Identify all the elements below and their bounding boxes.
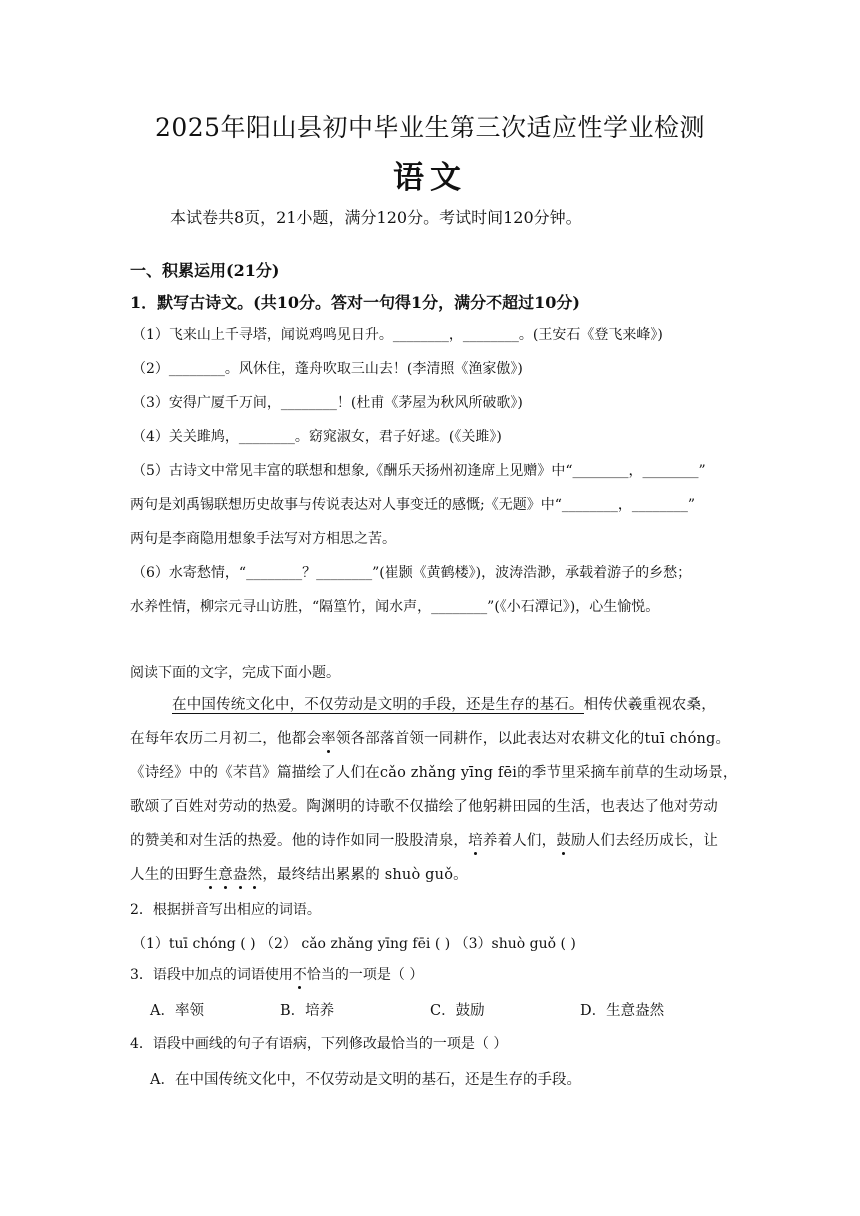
question-3-stem [130,964,423,984]
passage-line-3: 《诗经》中的《芣苢》篇描绘了人们在cǎo zhǎng yīng fēi的季节里采摘车前草的生动场景， [130,765,738,781]
q3-option-a: A．率领 [150,1003,204,1019]
dotted-char: 生 [203,867,219,883]
exam-title: 2025年阳山县初中毕业生第三次适应性学业检测 [154,113,706,142]
dotted-char: 率 [321,731,336,747]
passage-text: ，最终结出累累的 shuò guǒ。 [262,867,468,883]
dotted-char: 不 [292,967,307,983]
q3-option-d: D．生意盎然 [580,1003,665,1019]
passage-text: 领各部落首领一同耕作，以此表达对农耕文化的tuī chóng。 [335,731,731,747]
passage-text: 养着人们， [482,833,557,849]
question-2-stem: 2．根据拼音写出相应的词语。 [130,902,321,918]
passage-line-6 [130,863,468,884]
q4-option-a: A．在中国传统文化中，不仅劳动是文明的基石，还是生存的手段。 [150,1072,581,1088]
passage-text: 的赞美和对生活的热爱。他的诗作如同一股股清泉， [130,833,469,849]
dotted-char: 然 [247,867,263,883]
passage-text: 相传伏羲重视农桑， [583,697,716,713]
passage-line-2 [130,727,730,748]
q1-line-5c: 两句是李商隐用想象手法写对方相思之苦。 [130,531,396,547]
q1-line-2: （2）________。风休住，蓬舟吹取三山去！(李清照《渔家傲》) [132,361,523,377]
question-1-stem: 1．默写古诗文。(共10分。答对一句得1分，满分不超过10分) [130,293,580,312]
q1-line-6b: 水养性情，柳宗元寻山访胜，“隔篁竹，闻水声，________”(《小石潭记》)，心生愉悦。 [130,599,660,615]
dotted-char: 鼓 [556,833,572,849]
q1-line-3: （3）安得广厦千万间，________！(杜甫《茅屋为秋风所破歌》) [132,395,523,411]
q3-text: 3．语段中加点的词语使用 [130,967,293,983]
reading-intro: 阅读下面的文字，完成下面小题。 [130,665,340,681]
dotted-char: 培 [468,833,483,849]
q1-line-5b: 两句是刘禹锡联想历史故事与传说表达对人事变迁的感慨;《无题》中“________，________” [130,497,696,513]
section-heading: 一、积累运用(21分) [130,261,280,280]
passage-text: 励人们去经历成长，让 [571,833,719,849]
q1-line-5a: （5）古诗文中常见丰富的联想和想象,《酬乐天扬州初逢席上见赠》中“________，________” [132,463,706,479]
q3-text: 恰当的一项是（ ） [306,967,424,983]
q3-option-c: C．鼓励 [430,1003,485,1019]
q1-line-4: （4）关关雎鸠，________。窈窕淑女，君子好逑。(《关雎》) [132,429,502,445]
question-2-items: （1）tuī chóng ( ) （2） cǎo zhǎng yīng fēi ( ) （3）shuò guǒ ( ) [132,936,576,952]
passage-line-4: 歌颂了百姓对劳动的热爱。陶渊明的诗歌不仅描绘了他躬耕田园的生活，也表达了他对劳动 [130,799,718,815]
q1-line-6a: （6）水寄愁情，“________？________”(崔颢《黄鹤楼》)，波涛浩渺，承载着游子的乡愁； [132,565,692,581]
exam-intro: 本试卷共8页，21小题，满分120分。考试时间120分钟。 [170,208,582,227]
passage-text: 人生的田野 [130,867,204,883]
underlined-sentence: 在中国传统文化中，不仅劳动是文明的手段，还是生存的基石。 [172,697,584,713]
passage-line-5 [130,829,718,850]
question-4-stem: 4．语段中画线的句子有语病，下列修改最恰当的一项是（ ） [130,1036,508,1052]
passage-text: 在每年农历二月初二，他都会 [130,731,322,747]
subject-title: 语文 [393,160,467,196]
dotted-char: 意 [218,867,233,883]
passage-line-1 [172,693,716,714]
dotted-char: 盎 [232,867,248,883]
q1-line-1: （1）飞来山上千寻塔，闻说鸡鸣见日升。________，________。(王安石《登飞来峰》) [132,327,663,343]
q3-option-b: B．培养 [280,1003,335,1019]
